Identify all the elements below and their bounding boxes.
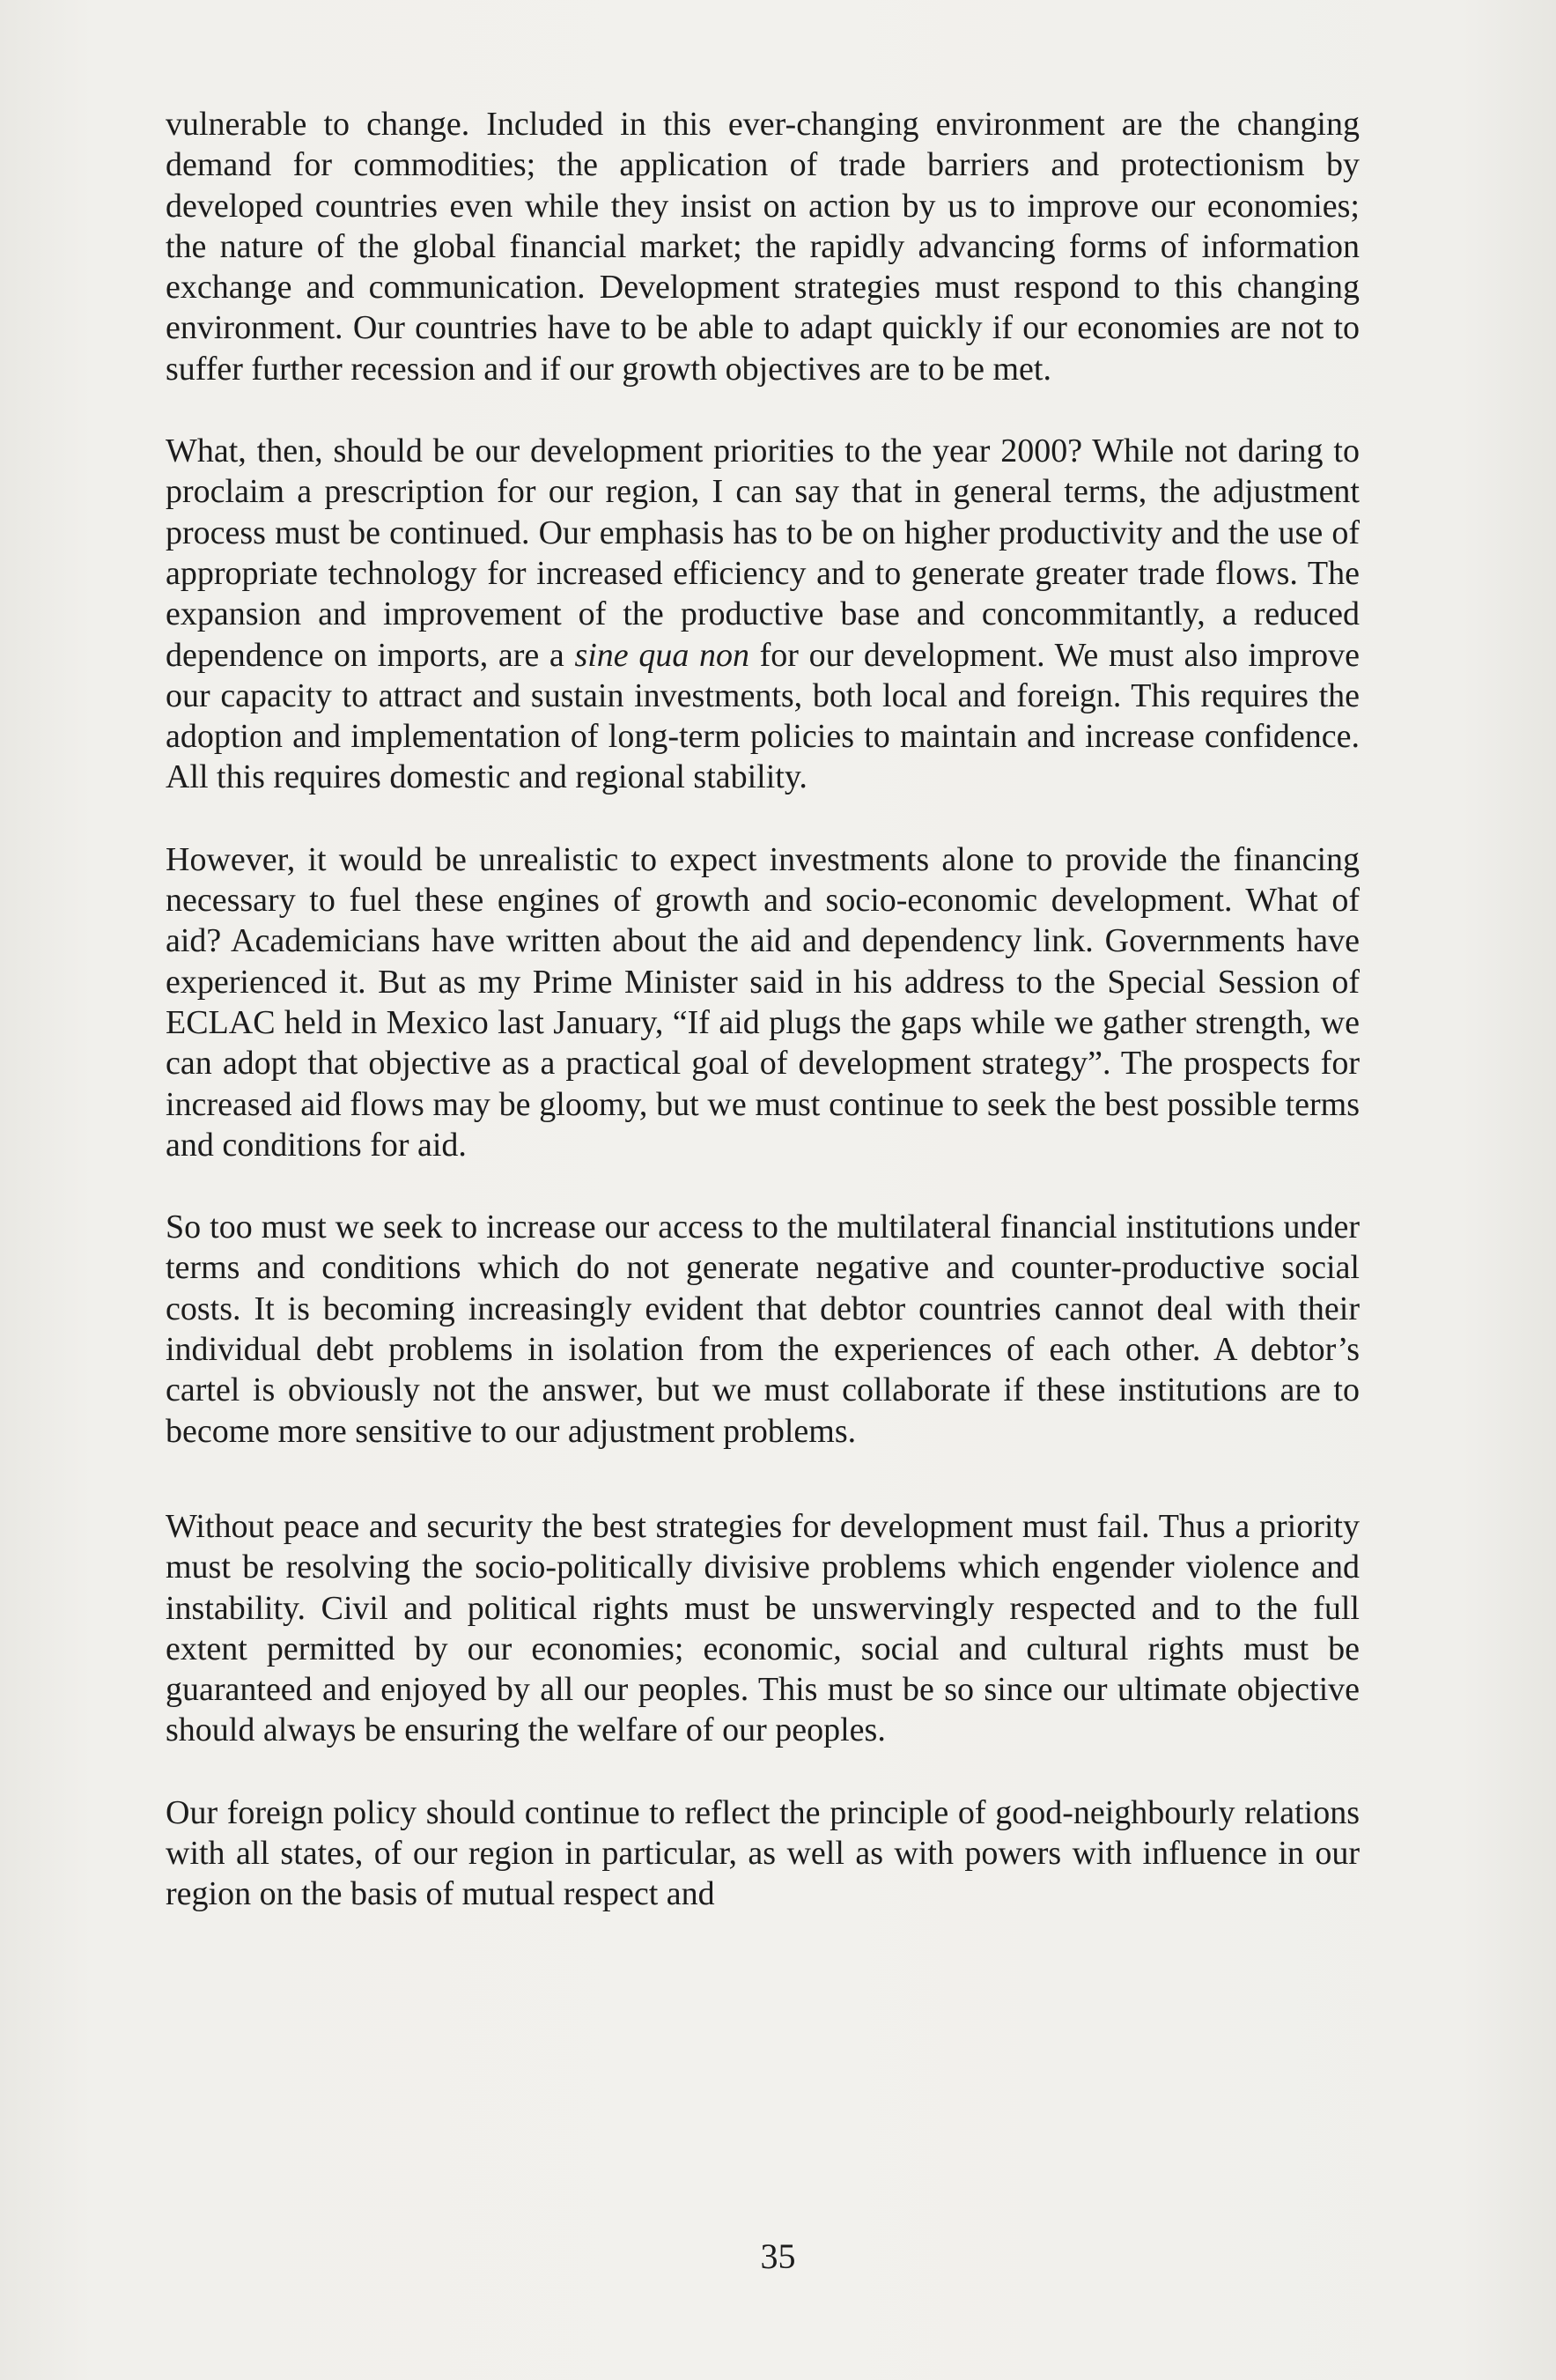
page-number: 35 (760, 2236, 796, 2276)
paragraph-5: Without peace and security the best strategies for development must fail. Thus a priority must be resolving the socio-politically divisive problems which engender violence and instability. Civil and political rights must be unswervingly respected and to the full extent permitted by our economies; economic, social and cultural rights must be guaranteed and enjoyed by all our peoples. This must be so since our ultimate objective should always be ensuring the welfare of our peoples. (166, 1507, 1360, 1749)
paragraph-2-start: What, then, should be our development priorities to the year 2000? While not daring to proclaim a prescription for our region, I can say that in general terms, the adjustment process must be continued. Our emphasis has to be on higher productivity and the use of appropriate technology for increased efficiency and to generate greater trade flows. The expansion and improvement of the productive base and concommitantly, a reduced dependence on imports, are a (166, 432, 1360, 674)
paragraph-2-end: for our development. We must also improve our capacity to attract and sustain investments, both local and foreign. This requires the adoption and implementation of long-term policies to maintain and increase confidence. All this requires domestic and regional stability. (166, 636, 1360, 796)
paragraph-3: However, it would be unrealistic to expect investments alone to provide the financing necessary to fuel these engines of growth and socio-economic development. What of aid? Academicians have written about the aid and dependency link. Governments have experienced it. But as my Prime Minister said in his address to the Special Session of ECLAC held in Mexico last January, “If aid plugs the gaps while we gather strength, we can adopt that objective as a practical goal of development strategy”. The prospects for increased aid flows may be gloomy, but we must continue to seek the best possible terms and conditions for aid. (166, 840, 1360, 1164)
paragraph-4: So too must we seek to increase our access to the multilateral financial institutions under terms and conditions which do not generate negative and counter-productive social costs. It is becoming increasingly evident that debtor countries cannot deal with their individual debt problems in isolation from the experiences of each other. A debtor’s cartel is obviously not the answer, but we must collaborate if these institutions are to become more sensitive to our adjustment problems. (166, 1208, 1360, 1450)
paragraph-1: vulnerable to change. Included in this ever-changing environment are the changing demand for commodities; the application of trade barriers and protectionism by developed countries even while they insist on action by us to improve our economies; the nature of the global financial market; the rapidly advancing forms of information exchange and communication. Development strategies must respond to this changing environment. Our countries have to be able to adapt quickly if our economies are not to suffer further recession and if our growth objectives are to be met. (166, 106, 1360, 388)
latin-phrase: sine qua non (574, 636, 749, 674)
body-text (166, 104, 1360, 1915)
paragraph-6: Our foreign policy should continue to reflect the principle of good-neighbourly relations with all states, of our region in particular, as well as with powers with influence in our region on the basis of mutual respect and (166, 1793, 1360, 1913)
paragraph-2 (166, 431, 1360, 798)
